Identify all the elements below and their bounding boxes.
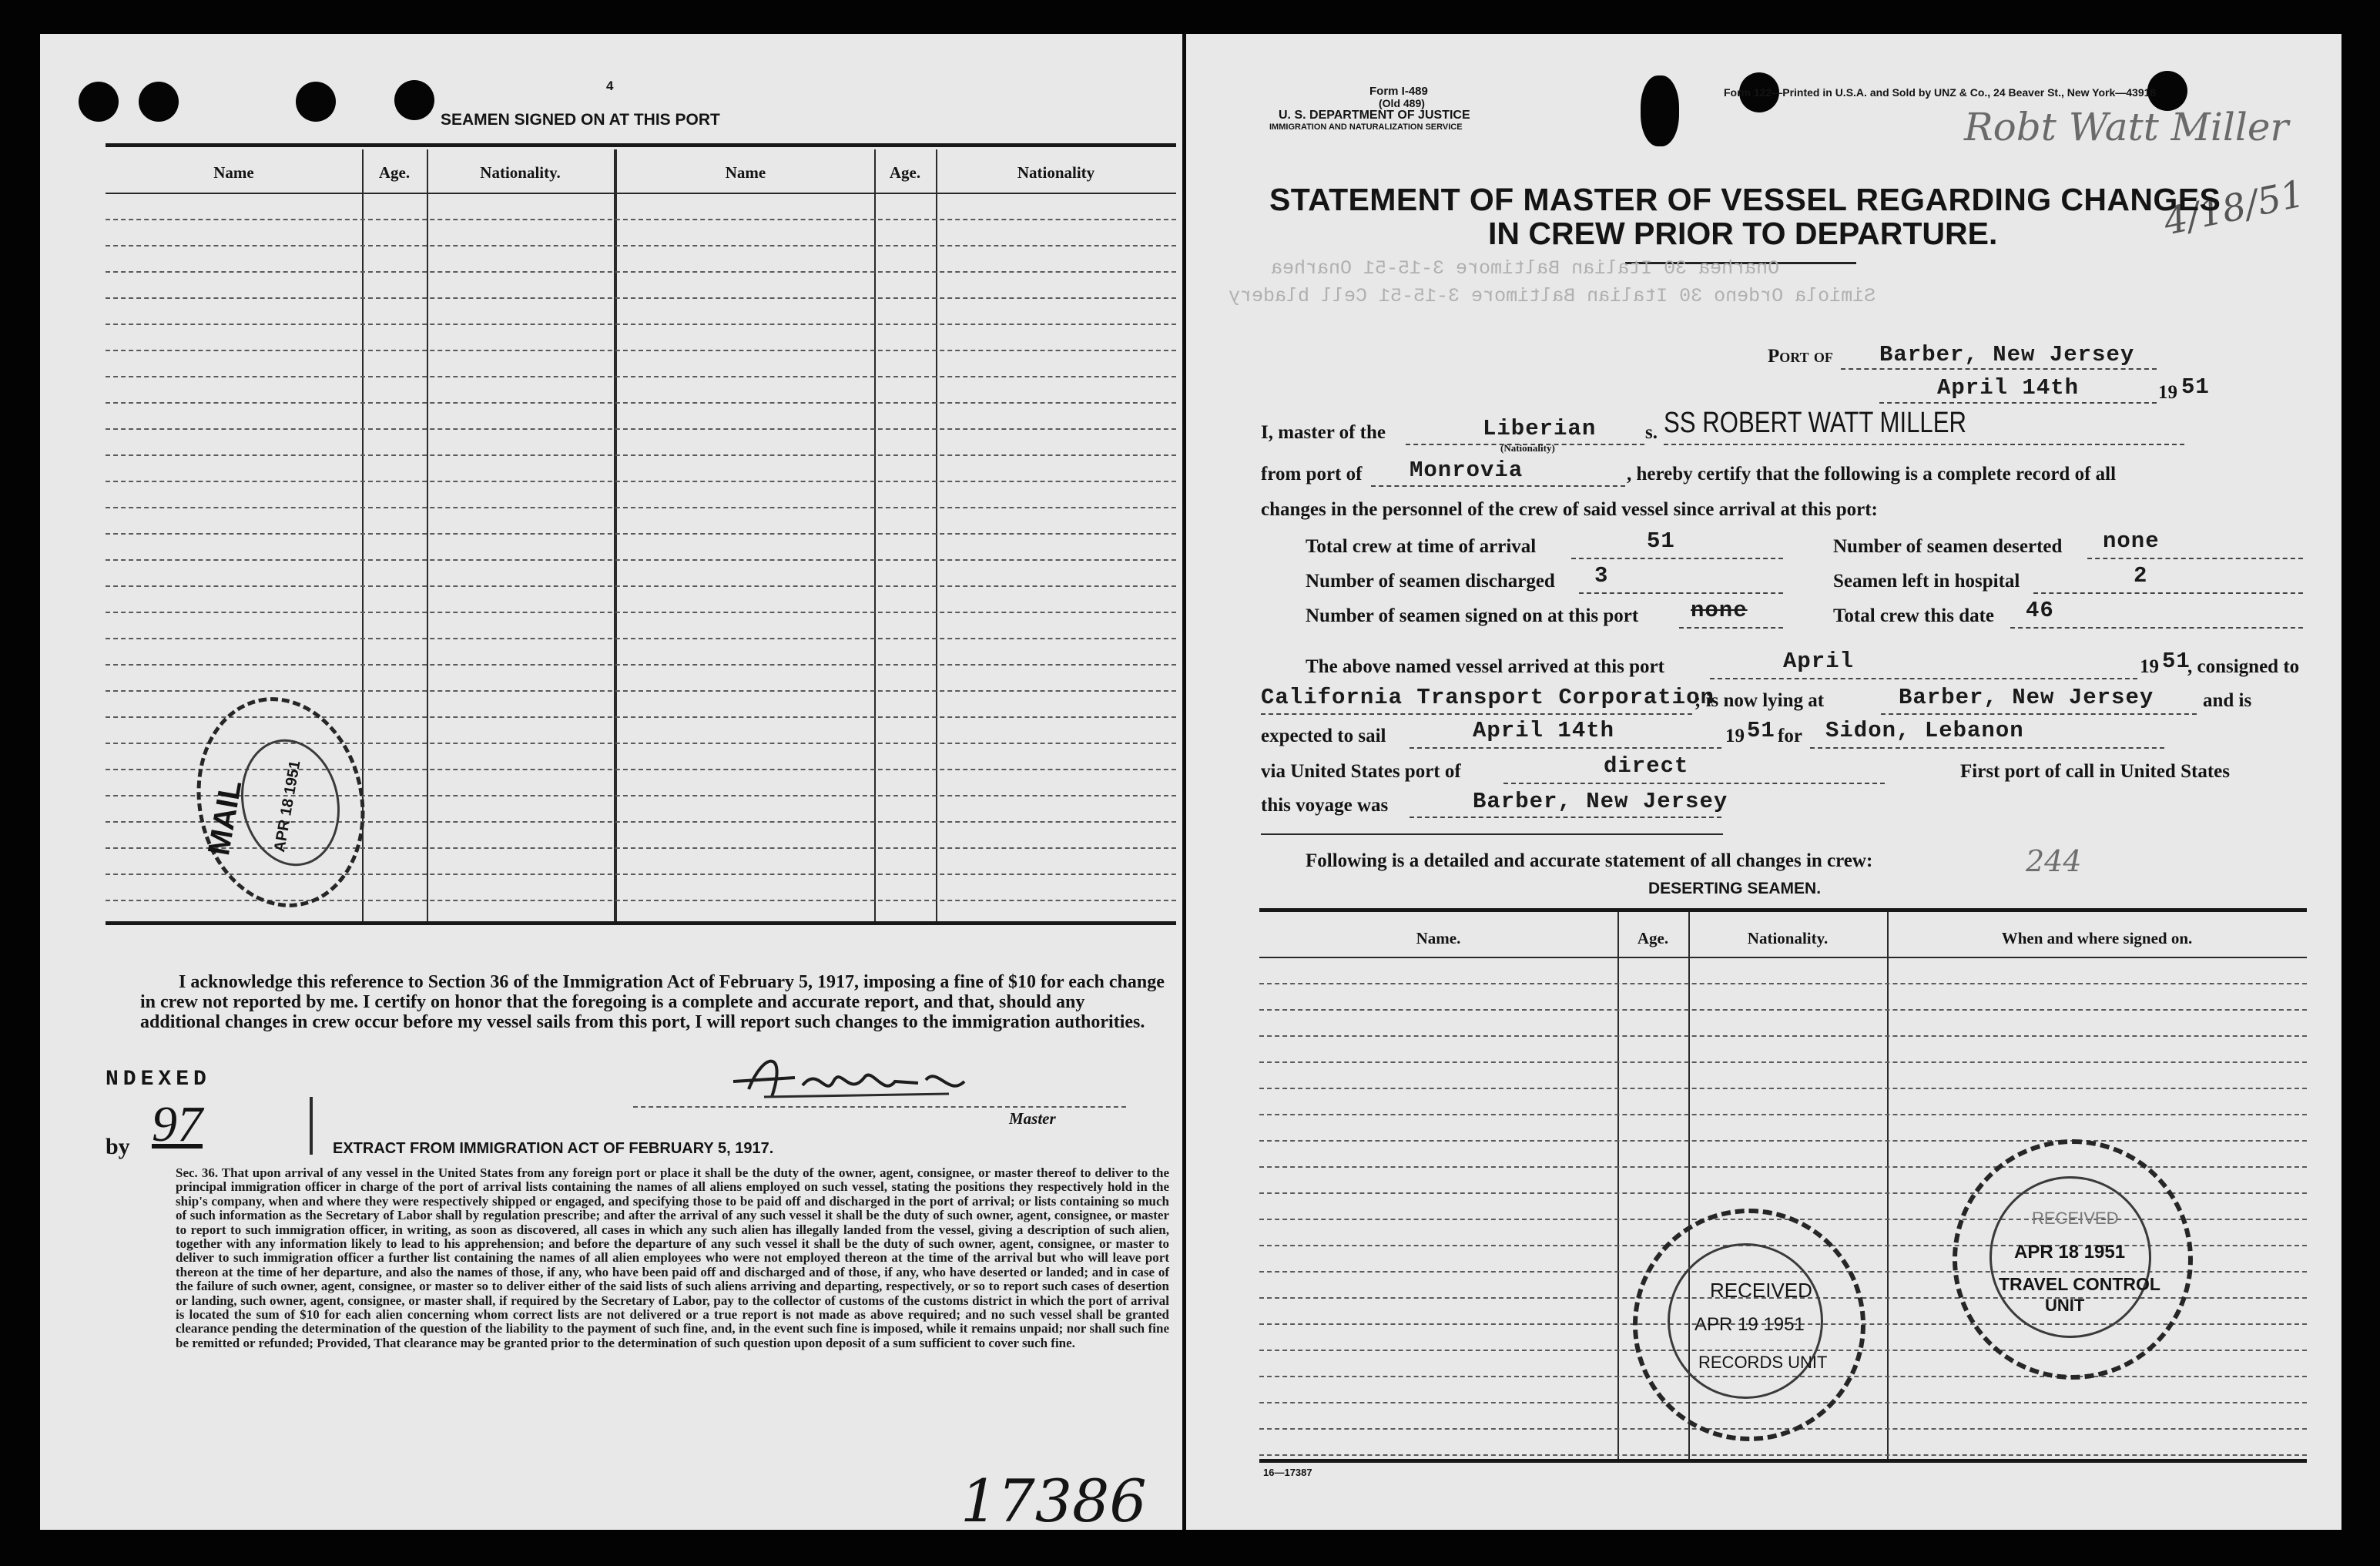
expected-year-prefix: 19 (1725, 726, 1745, 746)
discharged-label: Number of seamen discharged (1306, 571, 1555, 592)
master-label: Master (1009, 1109, 1056, 1128)
table-row-line (1259, 1140, 2307, 1142)
signed-on-line (1679, 627, 1783, 629)
for-label: for (1778, 726, 1802, 746)
column-divider (874, 149, 876, 921)
handwritten-date: 4/18/51 (2160, 172, 2308, 244)
nationality-caption: (Nationality) (1500, 442, 1555, 454)
department: U. S. DEPARTMENT OF JUSTICE (1279, 109, 1470, 122)
table-row-line (1259, 983, 2307, 984)
arrived-line (1710, 678, 2137, 679)
table-row-line (106, 324, 1176, 325)
stamp2-top: RECEIVED (2032, 1209, 2119, 1228)
table-row-line (106, 245, 1176, 246)
table-bottom-rule (1259, 1459, 2307, 1463)
consigned-label: , consigned to (2187, 656, 2300, 677)
table-row-line (106, 402, 1176, 404)
via-line (1503, 783, 1885, 784)
stamp2-date: APR 18 1951 (2014, 1242, 2126, 1263)
table-row-line (1259, 1035, 2307, 1037)
table-row-line (1259, 1114, 2307, 1115)
form-title-line-2: IN CREW PRIOR TO DEPARTURE. (1488, 216, 1998, 251)
service: IMMIGRATION AND NATURALIZATION SERVICE (1269, 122, 1463, 132)
deserted-line (2087, 558, 2303, 559)
port-line (1841, 368, 2157, 370)
date-value: April 14th (1937, 375, 2080, 401)
following-label: Following is a detailed and accurate statement of all changes in crew: (1306, 850, 1873, 871)
total-date-line (2010, 627, 2303, 629)
discharged-line (1579, 592, 1783, 594)
table-row-line (106, 664, 1176, 666)
arrived-value: April (1783, 649, 1855, 674)
table-row-line (106, 454, 1176, 456)
and-is-label: and is (2203, 690, 2252, 711)
nationality-value: Liberian (1483, 416, 1597, 441)
year-prefix: 19 (2158, 382, 2177, 403)
total-date-value: 46 (2026, 598, 2054, 623)
column-header: Name (725, 163, 766, 182)
table-top-rule (1259, 908, 2307, 912)
stamp-mail-text: MAIL (202, 777, 249, 858)
lying-label: ; is now lying at (1694, 690, 1825, 711)
column-header: Nationality. (480, 163, 561, 182)
hospital-label: Seamen left in hospital (1833, 571, 2020, 592)
page-number: 4 (606, 79, 614, 93)
total-date-label: Total crew this date (1833, 605, 1995, 626)
lying-value: Barber, New Jersey (1899, 685, 2154, 710)
column-divider (427, 149, 428, 921)
via-value: direct (1604, 753, 1689, 779)
voyage-line (1410, 817, 1721, 818)
voyage-label: this voyage was (1261, 795, 1389, 816)
extract-title: EXTRACT FROM IMMIGRATION ACT OF FEBRUARY 5, 1917. (333, 1140, 774, 1157)
expected-year-value: 51 (1747, 718, 1775, 743)
punch-hole (79, 82, 119, 122)
stamp2-bottom: UNIT (2045, 1296, 2085, 1315)
consignee-value: California Transport Corporation (1261, 685, 1715, 710)
column-header: Nationality (1017, 163, 1095, 182)
table-row-line (106, 533, 1176, 535)
deserting-title: DESERTING SEAMEN. (1648, 880, 1822, 897)
column-header: Nationality. (1747, 929, 1829, 947)
column-header: Name (213, 163, 254, 182)
ship-line (1664, 444, 2184, 445)
from-port-value: Monrovia (1410, 458, 1524, 483)
stamp1-top: RECEIVED (1710, 1279, 1812, 1302)
date-line (1879, 402, 2157, 404)
header-rule (106, 193, 1176, 194)
punch-hole (139, 82, 179, 122)
arrived-year-prefix: 19 (2140, 656, 2159, 677)
certify-text: , hereby certify that the following is a complete record of all (1627, 464, 2117, 485)
from-port-line (1371, 485, 1625, 487)
column-header: When and where signed on. (2001, 929, 2193, 947)
year-value: 51 (2181, 374, 2210, 400)
printer-note: Form 122—Printed in U.S.A. and Sold by UNZ & Co., 24 Beaver St., New York—43918 (1724, 86, 2157, 99)
stamp1-date: APR 19 1951 (1694, 1314, 1805, 1335)
table-row-line (106, 585, 1176, 587)
stamp2-line: TRAVEL CONTROL (1999, 1274, 2160, 1294)
table-row-line (106, 219, 1176, 220)
expected-line (1410, 747, 1721, 749)
handwritten-ship-name: Robt Watt Miller (1964, 105, 2289, 149)
table-row-line (1259, 1088, 2307, 1089)
table-row-line (106, 559, 1176, 561)
indexed-stamp: NDEXED (106, 1068, 211, 1092)
form-title-line-1: STATEMENT OF MASTER OF VESSEL REGARDING CHANGES (1269, 182, 2221, 217)
column-header: Name. (1416, 929, 1461, 947)
via-label: via United States port of (1261, 761, 1461, 782)
form-code: 16—17387 (1263, 1467, 1312, 1478)
voyage-value: Barber, New Jersey (1473, 789, 1728, 814)
indexed-by-label: by (106, 1134, 130, 1159)
stamp1-bottom: RECORDS UNIT (1698, 1353, 1828, 1372)
right-page (1186, 34, 2341, 1530)
table-row-line (1259, 1009, 2307, 1011)
column-header: Age. (378, 163, 411, 182)
total-arrival-line (1571, 558, 1783, 559)
stamp-date-text: APR 18 1951 (271, 759, 304, 853)
table-row-line (106, 297, 1176, 299)
total-arrival-value: 51 (1647, 528, 1675, 554)
deserted-value: none (2103, 528, 2160, 554)
column-header: Age. (1637, 929, 1669, 947)
table-row-line (1259, 1454, 2307, 1456)
master-of-label: I, master of the (1261, 422, 1386, 443)
arrived-year-value: 51 (2162, 649, 2191, 674)
table-row-line (106, 507, 1176, 508)
handwritten-code: 244 (2026, 844, 2082, 878)
table-row-line (106, 428, 1176, 430)
punch-hole (1641, 75, 1679, 146)
arrived-label: The above named vessel arrived at this port (1306, 656, 1664, 677)
master-signature (718, 1043, 1026, 1112)
bleed-through-text: Simiola Ordeno 30 Italian Baltimore 3-15-51 Cell bladery (1229, 285, 1876, 307)
bleed-through-text: Onarhea 30 Italian Baltimore 3-15-51 Onarhea (1271, 257, 1780, 280)
hospital-value: 2 (2134, 563, 2148, 589)
hospital-line (2033, 592, 2303, 594)
lying-line (1881, 713, 2197, 715)
left-page (40, 34, 1184, 1535)
consignee-line (1261, 713, 1692, 715)
signed-on-value: none (1691, 598, 1748, 623)
signed-on-label: Number of seamen signed on at this port (1306, 605, 1639, 626)
column-header: Age. (889, 163, 921, 182)
ship-name: SS ROBERT WATT MILLER (1664, 407, 1967, 439)
extract-text: Sec. 36. That upon arrival of any vessel in the United States from any foreign port or place it shall be the duty of the owner, agent, consignee, or master thereof to deliver to the principal immigration officer in charge of the port of arrival lists containing the names of all aliens employed on such vessel, stating the positions they respectively hold in the ship's company, when and where they were respectively shipped or engaged, and specifying those to be paid off and discharged in the port of arrival; or lists containing so much of such information as the Secretary of Labor shall by regulation prescribe; and after the arrival of any such vessel it shall be the duty of such owner, agent, consignee, or master to report to such immigration officer, in writing, as soon as discovered, all cases in which any such alien has illegally landed from the vessel, giving a description of such alien, together with any information likely to lead to his apprehension; and before the departure of any such vessel it shall be the duty of such owner, agent, consignee, or master to deliver to such immigration officer a further list containing the names of all alien employees who were not employed thereon at the time of the arrival but who will leave port thereon at the time of her departure, and also the names of those, if any, who have been paid off and discharged and of those, if any, who have deserted or landed; and in case of the failure of such owner, agent, consignee, or master so to deliver either of the said lists of such aliens arriving and departing, respectively, or so to report such cases of desertion or landing, such owner, agent, consignee, or master shall, if required by the Secretary of Labor, pay to the collector of customs of the customs district in which the port of arrival is located the sum of $10 for each alien concerning whom correct lists are not delivered or a true report is not made as above required; and no such vessel shall be granted clearance pending the determination of the question of the liability to the payment of such fine, and, in the event such fine is imposed, while it remains unpaid; nor shall such fine be remitted or refunded; Provided, That clearance may be granted prior to the determination of such question upon deposit of a sum sufficient to cover such fine. (176, 1165, 1169, 1350)
table-row-line (106, 690, 1176, 692)
port-label: Port of (1768, 346, 1833, 367)
table-row-line (1259, 1061, 2307, 1063)
total-arrival-label: Total crew at time of arrival (1306, 536, 1537, 557)
from-port-label: from port of (1261, 464, 1363, 485)
table-row-line (106, 271, 1176, 273)
changes-text: changes in the personnel of the crew of said vessel since arrival at this port: (1261, 499, 1878, 520)
acknowledgement-text: I acknowledge this reference to Section 36 of the Immigration Act of February 5, 1917, imposing a fine of $10 for each change in crew not reported by me. I certify on honor that the foregoing is a complete and accurate report, and that, should any additional changes in crew occur before my vessel sails from this port, I will report such changes to the immigration authorities. (140, 972, 1165, 1032)
header-rule (1259, 957, 2307, 958)
for-line (1810, 747, 2164, 749)
punch-hole (296, 82, 336, 122)
column-divider (614, 149, 617, 921)
master-signature-line (633, 1106, 1126, 1108)
section-title: SEAMEN SIGNED ON AT THIS PORT (441, 111, 720, 129)
punch-hole (394, 80, 434, 120)
form-number: Form I-489 (1369, 85, 1428, 98)
table-row-line (106, 638, 1176, 639)
section-short-rule (1261, 833, 1723, 835)
discharged-value: 3 (1594, 563, 1609, 589)
table-row-line (106, 376, 1176, 377)
indexed-box-edge (310, 1097, 313, 1155)
indexed-by-value: 97 (152, 1096, 203, 1152)
first-port-label: First port of call in United States (1960, 761, 2230, 782)
handwritten-number: 17386 (960, 1467, 1147, 1535)
ship-prefix: s. (1645, 422, 1658, 443)
table-row-line (106, 350, 1176, 351)
form-old: (Old 489) (1379, 97, 1425, 109)
column-divider (936, 149, 937, 921)
table-bottom-rule (106, 921, 1176, 925)
expected-label: expected to sail (1261, 726, 1386, 746)
deserted-label: Number of seamen deserted (1833, 536, 2063, 557)
table-row-line (106, 612, 1176, 613)
table-top-rule (106, 143, 1176, 147)
for-value: Sidon, Lebanon (1825, 718, 2024, 743)
table-row-line (106, 481, 1176, 482)
port-value: Barber, New Jersey (1879, 342, 2135, 367)
expected-value: April 14th (1473, 718, 1615, 743)
